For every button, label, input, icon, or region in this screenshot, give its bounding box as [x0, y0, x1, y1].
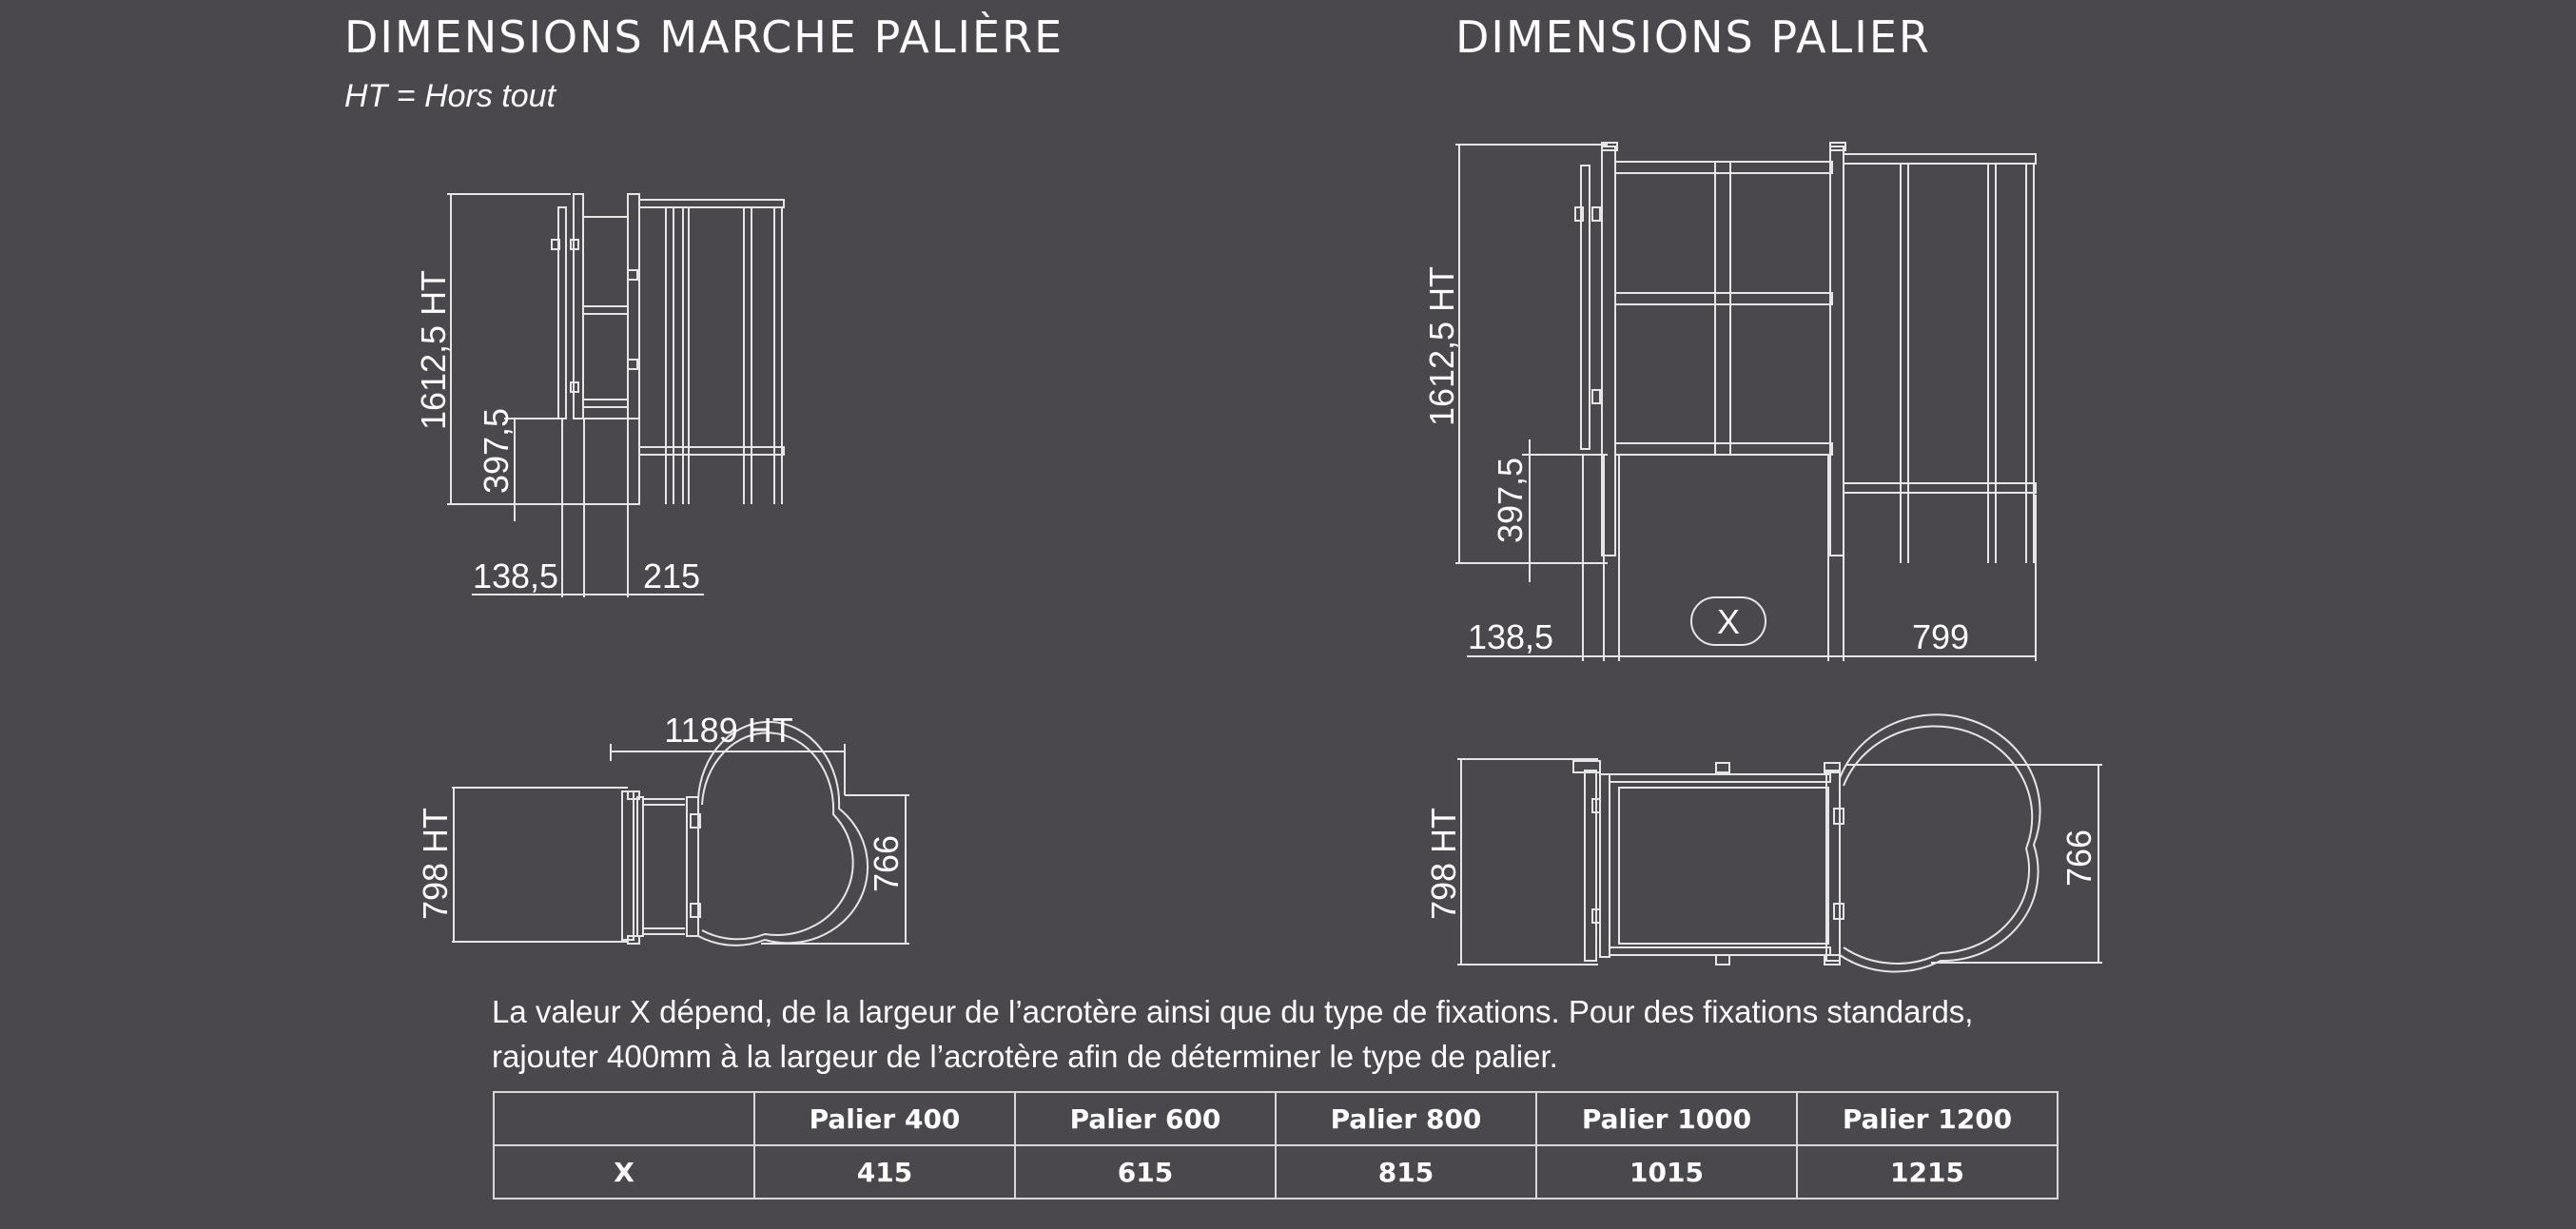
dim-marche-height: 1612,5 HT	[414, 269, 453, 431]
title-marche-paliere: DIMENSIONS MARCHE PALIÈRE	[344, 11, 1064, 63]
table-header-row	[494, 1092, 2058, 1145]
table-cell: 1215	[1797, 1145, 2058, 1199]
dim-marche-top-width: 1189 HT	[664, 711, 793, 750]
palier-side-view	[1455, 143, 2036, 661]
dim-marche-step: 397,5	[477, 407, 516, 495]
table-header-cell: Palier 800	[1276, 1092, 1536, 1145]
note-line-2: rajouter 400mm à la largeur de l’acrotère afin de déterminer le type de palier.	[492, 1039, 1558, 1074]
table-cell: 615	[1015, 1145, 1276, 1199]
table-header-cell: Palier 400	[754, 1092, 1015, 1145]
title-palier: DIMENSIONS PALIER	[1455, 11, 1931, 63]
dim-palier-left: 138,5	[1467, 617, 1554, 656]
dim-palier-top-depth: 798 HT	[1424, 807, 1463, 921]
note-text	[492, 989, 2109, 1079]
subtitle-ht-legend: HT = Hors tout	[344, 78, 556, 114]
dim-marche-right: 215	[642, 556, 701, 595]
table-header-cell: Palier 600	[1015, 1092, 1276, 1145]
table-header-cell	[494, 1092, 754, 1145]
dim-palier-step: 397,5	[1491, 457, 1530, 544]
palier-table	[493, 1091, 2059, 1200]
palier-top-view	[1457, 714, 2102, 971]
table-row	[494, 1145, 2058, 1199]
table-cell: X	[494, 1145, 754, 1199]
table-cell: 1015	[1536, 1145, 1797, 1199]
dim-marche-top-inner: 766	[867, 834, 906, 893]
table-header-cell: Palier 1000	[1536, 1092, 1797, 1145]
marche-side-view	[447, 194, 784, 597]
dim-palier-height: 1612,5 HT	[1422, 265, 1461, 427]
table-header-cell: Palier 1200	[1797, 1092, 2058, 1145]
dim-palier-x: X	[1716, 602, 1741, 641]
dim-palier-right: 799	[1911, 617, 1970, 656]
dim-palier-top-inner: 766	[2059, 829, 2098, 888]
dim-marche-top-depth: 798 HT	[416, 807, 455, 921]
marche-top-view	[452, 722, 909, 946]
dim-marche-left: 138,5	[472, 556, 559, 595]
note-line-1: La valeur X dépend, de la largeur de l’acrotère ainsi que du type de fixations. Pour des fixations standards,	[492, 994, 1974, 1029]
table-cell: 415	[754, 1145, 1015, 1199]
table-cell: 815	[1276, 1145, 1536, 1199]
